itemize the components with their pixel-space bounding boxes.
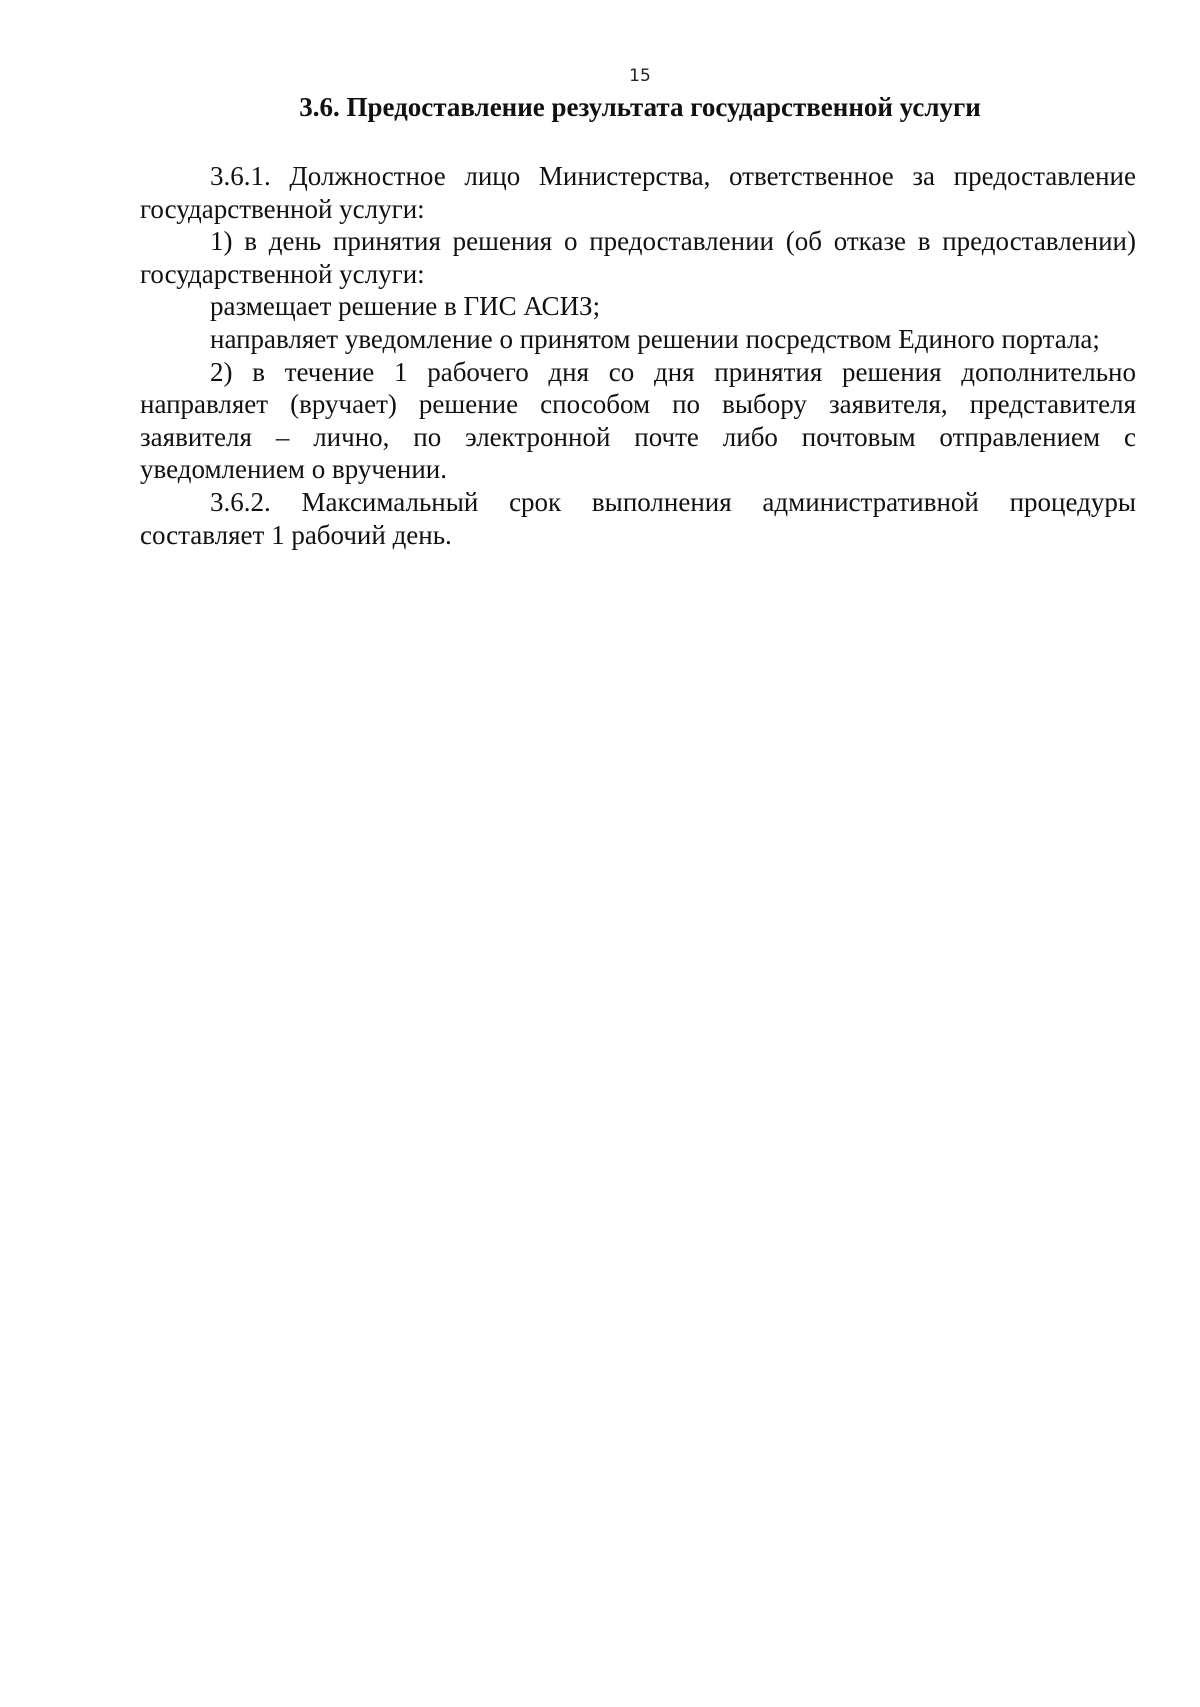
paragraph-publish-decision: размещает решение в ГИС АСИЗ; [210, 291, 601, 322]
paragraph-item-1: 1) в день принятия решения о предоставлении (об отказе в предоставлении) государственной услуги: [140, 226, 1136, 289]
paragraph-item-2: 2) в течение 1 рабочего дня со дня принятия решения дополнительно направляет (вручает) решение способом по выбору заявителя, представителя заявителя – лично, по электронной почте либо почтовым отправлением с уведомлением о вручении. [140, 356, 1136, 485]
paragraph-3-6-1: 3.6.1. Должностное лицо Министерства, ответственное за предоставление государственной услуги: [140, 161, 1136, 224]
section-heading: 3.6. Предоставление результата государственной услуги [299, 92, 981, 122]
page-number: 15 [629, 66, 651, 86]
paragraph-3-6-2: 3.6.2. Максимальный срок выполнения административной процедуры составляет 1 рабочий день. [140, 486, 1136, 550]
paragraph-send-notification: направляет уведомление о принятом решении посредством Единого портала; [210, 323, 1100, 354]
document-body [140, 160, 1136, 551]
